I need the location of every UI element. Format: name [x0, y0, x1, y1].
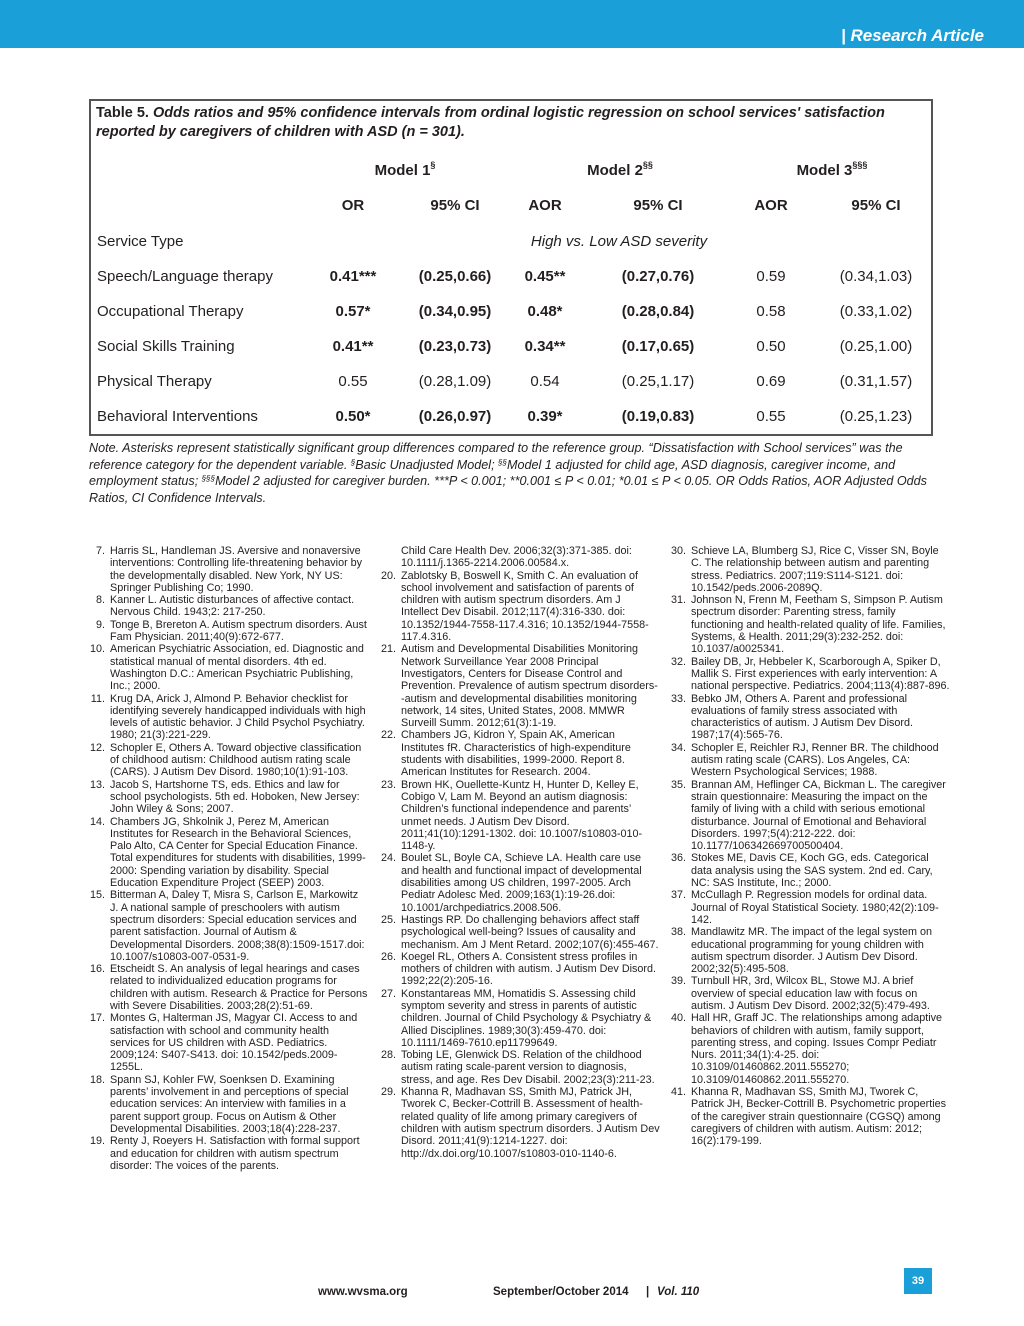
model-name: Model 1	[374, 162, 431, 179]
model-header-1	[375, 162, 436, 179]
reference-text: Jacob S, Hartshorne TS, eds. Ethics and law for school psychologists. 5th ed. Hoboken, New Jersey: John Wiley & Sons; 2007.	[110, 778, 360, 816]
reference-text: Schopler E, Others A. Toward objective classification of childhood autism: Childhood autism rating scale (CARS). J Autism Dev Disord. 1980;10(1):91-103.	[110, 741, 362, 779]
reference-category-label: High vs. Low ASD severity	[530, 233, 708, 250]
reference-text: Stokes ME, Davis CE, Koch GG, eds. Categorical data analysis using the SAS system. 2nd ed. Cary, NC: SAS Institute, Inc.; 2000.	[691, 852, 933, 890]
row-label: Speech/Language therapy	[97, 268, 273, 285]
page-number: 39	[904, 1268, 932, 1294]
reference-text: Bebko JM, Others A. Parent and professional evaluations of family stress associated with characteristics of autism. J Autism Dev Disord. 1987;17(4):565-76.	[691, 692, 914, 742]
table-cell: (0.25,1.23)	[839, 408, 913, 425]
reference-text: Johnson N, Frenn M, Feetham S, Simpson P. Autism spectrum disorder: Parenting stress, family functioning and health-related quality of life. Families, Systems, & Health. 2011;29(3):232-252. doi: 10.1037/a0025341.	[691, 594, 946, 656]
reference-number: 7.	[95, 545, 105, 557]
note-sup-2: §§	[498, 457, 508, 467]
reference-item	[670, 594, 950, 655]
note-text-2: Basic Unadjusted Model;	[355, 457, 499, 472]
reference-text: Hall HR, Graff JC. The relationships among adaptive behaviors of children with autism, family support, parenting stress, and coping. Issues Compr Pediatr Nurs. 2011;34(1):4-25. doi: 10.3109/01460862.2011.555270; 10.3109/01460862.2011.555270.	[691, 1012, 943, 1086]
reference-number: 28.	[380, 1049, 396, 1062]
reference-item	[380, 852, 660, 913]
reference-item	[89, 816, 369, 890]
table-cell: 0.58	[756, 303, 786, 320]
table-cell: 0.54	[530, 373, 560, 390]
model-name: Model 3	[796, 162, 853, 179]
column-header: 95% CI	[851, 197, 901, 214]
reference-text: Zablotsky B, Boswell K, Smith C. An evaluation of school involvement and satisfaction of parents of children with autism spectrum disorders. Am J Intellect Dev Disabil. 2012;117(4):316-330. doi: 10.1352/1944-7558-117.4.316; 10.1352/1944-7558-117.4.316.	[401, 569, 649, 644]
model-footnote-mark: §§§	[852, 160, 868, 170]
reference-number: 9.	[95, 618, 105, 631]
table-cell: 0.55	[338, 373, 368, 390]
reference-item	[89, 1012, 369, 1073]
reference-item	[89, 779, 369, 816]
reference-text: Khanna R, Madhavan SS, Smith MJ, Patrick JH, Tworek C, Becker-Cottrill B. Assessment of health-related quality of life among primary caregivers of children with autism spectrum disorders. J Autism Dev Disord. 2011;41(9):1214-1227. doi: http://dx.doi.org/10.1007/s10803-010-1140-6.	[401, 1086, 660, 1160]
table-cell: (0.26,0.97)	[418, 408, 492, 425]
reference-item	[380, 951, 660, 988]
row-label: Social Skills Training	[97, 338, 235, 355]
column-header: 95% CI	[430, 197, 480, 214]
reference-number: 27.	[380, 987, 396, 1000]
footer-separator: |	[646, 1286, 650, 1298]
caption-prefix: Table 5.	[96, 105, 153, 121]
reference-text: Harris SL, Handleman JS. Aversive and nonaversive interventions: Controlling life-threatening behavior by the developmentally disabled. New York, NY US: Springer Publishing Co; 1990.	[110, 545, 363, 594]
reference-number: 14.	[89, 815, 105, 828]
caption-title: Odds ratios and 95% confidence intervals from ordinal logistic regression on school services' satisfaction reported by caregivers of children with ASD (n = 301).	[96, 105, 885, 140]
reference-text: Montes G, Halterman JS, Magyar CI. Access to and satisfaction with school and community health services for US children with ASD. Pediatrics. 2009;124: S407-S413. doi: 10.1542/peds.2009-1255L.	[110, 1012, 358, 1074]
reference-text: Schopler E, Reichler RJ, Renner BR. The childhood autism rating scale (CARS). Los Angeles, CA: Western Psychological Services; 1988.	[691, 741, 939, 779]
column-header: 95% CI	[633, 197, 683, 214]
reference-number: 20.	[380, 569, 396, 582]
column-header: AOR	[528, 197, 562, 214]
reference-text: Chambers JG, Shkolnik J, Perez M, American Institutes for Research in the Behavioral Sciences, Palo Alto, CA Center for Special Education Finance. Total expenditures for students with disabilities, 1999-2000: Spending variation by disability. Special Education Expenditure Project (SEEP) 2003.	[110, 815, 366, 890]
reference-number: 21.	[380, 643, 396, 656]
row-label: Behavioral Interventions	[97, 408, 258, 425]
references-column-2	[380, 545, 660, 1160]
reference-number: 17.	[89, 1012, 105, 1025]
note-sup-3: §§§	[201, 474, 216, 483]
reference-text: Mandlawitz MR. The impact of the legal system on educational programming for young children with autism spectrum disorder. J Autism Dev Disord. 2002;32(5):495-508.	[691, 926, 933, 976]
reference-number: 8.	[95, 594, 105, 607]
reference-item	[89, 594, 369, 619]
reference-text: Chambers JG, Kidron Y, Spain AK, American Institutes fR. Characteristics of high-expenditure students with disabilities, 1999-2000. Report 8. American Institutes for Research. 2004.	[401, 729, 631, 779]
reference-item	[89, 545, 369, 594]
table-cell: 0.55	[756, 408, 786, 425]
reference-text: Boulet SL, Boyle CA, Schieve LA. Health care use and health and functional impact of developmental disabilities among US children, 1997-2005. Arch Pediatr Adolesc Med. 2009;163(1):19-26.doi: 10.1001/archpediatrics.2008.506.	[401, 852, 642, 914]
reference-number: 26.	[380, 950, 396, 963]
footer-website[interactable]: www.wvsma.org	[318, 1286, 408, 1298]
table-cell: (0.23,0.73)	[418, 338, 492, 355]
footer-issue: September/October 2014	[493, 1286, 629, 1298]
table-cell: 0.59	[756, 268, 786, 285]
reference-number: 38.	[670, 926, 686, 939]
reference-number: 15.	[89, 889, 105, 902]
reference-text: Tonge B, Brereton A. Autism spectrum disorders. Aust Fam Physician. 2011;40(9):672-677.	[110, 618, 367, 644]
table-cell: 0.50	[756, 338, 786, 355]
reference-text: Konstantareas MM, Homatidis S. Assessing child symptom severity and stress in parents of autistic children. Journal of Child Psychology & Psychiatry & Allied Disciplines. 1989;30(3):459-470. doi: 10.1111/1469-7610.ep11799649.	[401, 987, 652, 1049]
table-cell: 0.48*	[527, 303, 563, 320]
reference-text: Tobing LE, Glenwick DS. Relation of the childhood autism rating scale-parent version to diagnosis, stress, and age. Res Dev Disabil. 2002;23(3):211-23.	[401, 1049, 655, 1086]
table-cell: (0.34,0.95)	[418, 303, 492, 320]
reference-text: Child Care Health Dev. 2006;32(3):371-385. doi: 10.1111/j.1365-2214.2006.00584.x.	[401, 545, 632, 570]
table-cell: (0.25,0.66)	[418, 268, 492, 285]
reference-item	[670, 545, 950, 594]
reference-text: Renty J, Roeyers H. Satisfaction with formal support and education for children with autism spectrum disorder: The voices of the parents.	[110, 1135, 360, 1172]
reference-number: 11.	[90, 692, 105, 705]
reference-text: Bailey DB, Jr, Hebbeler K, Scarborough A, Spiker D, Mallik S. First experiences with early intervention: A national perspective. Pediatrics. 2004;113(4):887-896.	[691, 655, 950, 693]
reference-number: 40.	[670, 1012, 686, 1025]
reference-text: McCullagh P. Regression models for ordinal data. Journal of Royal Statistical Society. 1980;42(2):109-142.	[691, 889, 939, 926]
model-footnote-mark: §§	[642, 160, 653, 170]
reference-number: 24.	[380, 852, 396, 865]
table-cell: (0.25,1.00)	[839, 338, 913, 355]
column-header: AOR	[754, 197, 788, 214]
reference-item	[380, 1049, 660, 1086]
reference-number: 35.	[670, 778, 686, 791]
reference-text: Schieve LA, Blumberg SJ, Rice C, Visser SN, Boyle C. The relationship between autism and parenting stress. Pediatrics. 2007;119:S114-S121. doi: 10.1542/peds.2006-2089Q.	[691, 545, 939, 594]
service-type-label: Service Type	[97, 233, 184, 250]
note-sup-1: §	[350, 457, 356, 467]
reference-number: 16.	[89, 963, 105, 976]
reference-text: Khanna R, Madhavan SS, Smith MJ, Tworek C, Patrick JH, Becker-Cottrill B. Psychometric properties of the caregiver strain questionnaire (CGSQ) among caregivers of children with autism. Autism: 2012; 16(2):179-199.	[691, 1086, 946, 1148]
table-cell: (0.33,1.02)	[839, 303, 913, 320]
note-text-1: Note. Asterisks represent statistically significant group differences compared to the reference group. “Dissatisfaction with School services” was the reference category for the dependent variable.	[89, 441, 903, 472]
reference-number: 37.	[670, 889, 686, 902]
table-cell: (0.28,1.09)	[418, 373, 492, 390]
table-cell: 0.41**	[332, 338, 374, 355]
reference-item	[89, 742, 369, 779]
reference-item	[89, 693, 369, 742]
reference-item	[89, 619, 369, 644]
reference-number: 32.	[670, 655, 686, 668]
reference-item	[380, 1086, 660, 1160]
reference-item	[670, 779, 950, 853]
reference-item	[89, 1074, 369, 1135]
reference-number: 36.	[670, 852, 686, 865]
table-note	[89, 440, 939, 506]
reference-text: Brannan AM, Heflinger CA, Bickman L. The caregiver strain questionnaire: Measuring the impact on the family of living with a child with serious emotional disturbance. Journal of Emotional and Behavioral Disorders. 1997;5(4):212-222. doi: 10.1177/106342669700500404.	[691, 778, 946, 853]
reference-number: 19.	[89, 1135, 105, 1148]
reference-item	[670, 1086, 950, 1147]
reference-item	[670, 742, 950, 779]
note-text-4: Model 2 adjusted for caregiver burden. ***P < 0.001; **0.001 ≤ P < 0.01; *0.01 ≤ P < 0.05. OR Odds Ratios, AOR Adjusted Odds Ratios, CI Confidence Intervals.	[89, 474, 927, 505]
table-caption	[96, 104, 928, 142]
reference-item	[670, 693, 950, 742]
note-text-3: Model 1 adjusted for child age, ASD diagnosis, caregiver income, and employment status;	[89, 457, 896, 488]
reference-number: 30.	[670, 545, 686, 557]
references-column-1	[89, 545, 369, 1172]
column-header: OR	[341, 197, 365, 214]
reference-item	[380, 570, 660, 644]
reference-text: Autism and Developmental Disabilities Monitoring Network Surveillance Year 2008 Principal Investigators, Centers for Disease Control and Prevention. Prevalence of autism spectrum disorders--autism and developmental disabilities monitoring network, 14 sites, United States, 2008. MMWR Surveill Summ. 2012;61(3):1-19.	[401, 643, 658, 730]
reference-text: Turnbull HR, 3rd, Wilcox BL, Stowe MJ. A brief overview of special education law with focus on autism. J Autism Dev Disord. 2002;32(5):479-493.	[691, 975, 930, 1012]
reference-number: 12.	[89, 741, 105, 754]
reference-number: 22.	[380, 729, 396, 742]
reference-item	[670, 852, 950, 889]
reference-number: 41.	[670, 1086, 686, 1099]
row-label: Occupational Therapy	[97, 303, 244, 320]
model-header-3	[797, 162, 868, 179]
table-cell: (0.25,1.17)	[621, 373, 695, 390]
reference-item	[670, 926, 950, 975]
reference-item	[380, 914, 660, 951]
section-label: | Research Article	[840, 26, 984, 45]
reference-item	[89, 643, 369, 692]
reference-number: 34.	[670, 741, 686, 754]
table-cell: (0.19,0.83)	[621, 408, 695, 425]
table-cell: 0.34**	[524, 338, 566, 355]
reference-text: Koegel RL, Others A. Consistent stress profiles in mothers of children with autism. J Autism Dev Disord. 1992;22(2):205-16.	[401, 950, 657, 988]
reference-item	[380, 988, 660, 1049]
table-cell: 0.69	[756, 373, 786, 390]
reference-number: 13.	[89, 778, 105, 791]
model-header-2	[587, 162, 653, 179]
reference-text: Hastings RP. Do challenging behaviors affect staff psychological well-being? Issues of causality and mechanism. Am J Ment Retard. 2002;107(6):455-467.	[401, 913, 659, 951]
reference-number: 25.	[380, 913, 396, 926]
reference-text: Etscheidt S. An analysis of legal hearings and cases related to individualized education programs for children with autism. Research & Practice for Persons with Severe Disabilities. 2003;28(2):51-69.	[110, 963, 368, 1012]
reference-text: Spann SJ, Kohler FW, Soenksen D. Examining parents’ involvement in and perceptions of special education services: An interview with families in a parent support group. Focus on Autism & Other Developmental Disabilities. 2003;18(4):228-237.	[110, 1073, 349, 1135]
table-cell: (0.28,0.84)	[621, 303, 695, 320]
reference-item	[670, 975, 950, 1012]
reference-item	[670, 656, 950, 693]
reference-text: Bitterman A, Daley T, Misra S, Carlson E, Markowitz J. A national sample of preschoolers with autism spectrum disorders: Special education services and parent satisfaction. Journal of Autism & Developmental Disorders. 2008;38(8):1509-1517.doi: 10.1007/s10803-007-0531-9.	[110, 889, 365, 963]
reference-item	[89, 1135, 369, 1172]
row-label: Physical Therapy	[97, 373, 212, 390]
reference-number: 10.	[89, 643, 105, 656]
reference-text: American Psychiatric Association, ed. Diagnostic and statistical manual of mental disorders. 4th ed. Washington D.C.: American Psychiatric Publishing, Inc.; 2000.	[110, 643, 364, 693]
table-cell: 0.57*	[335, 303, 371, 320]
reference-item	[380, 545, 660, 570]
reference-item	[380, 729, 660, 778]
reference-number: 33.	[670, 692, 686, 705]
table-cell: 0.45**	[524, 268, 566, 285]
table-cell: 0.50*	[335, 408, 371, 425]
reference-text: Kanner L. Autistic disturbances of affective contact. Nervous Child. 1943;2: 217-250.	[110, 594, 355, 619]
model-name: Model 2	[587, 162, 643, 179]
reference-number: 23.	[380, 778, 396, 791]
reference-item	[670, 889, 950, 926]
references-column-3	[670, 545, 950, 1148]
reference-text: Krug DA, Arick J, Almond P. Behavior checklist for identifying severely handicapped individuals with high levels of autistic behavior. J Child Psychol Psychiatry. 1980; 21(3):221-229.	[110, 692, 366, 742]
table-cell: (0.31,1.57)	[839, 373, 913, 390]
reference-number: 29.	[380, 1086, 396, 1099]
table-cell: (0.27,0.76)	[621, 268, 695, 285]
reference-item	[89, 963, 369, 1012]
reference-item	[380, 779, 660, 853]
footer-volume: Vol. 110	[657, 1286, 700, 1298]
table-cell: (0.34,1.03)	[839, 268, 913, 285]
reference-item	[670, 1012, 950, 1086]
table-cell: 0.39*	[527, 408, 563, 425]
reference-item	[89, 889, 369, 963]
table-cell: 0.41***	[329, 268, 377, 285]
model-footnote-mark: §	[430, 160, 436, 170]
reference-text: Brown HK, Ouellette-Kuntz H, Hunter D, Kelley E, Cobigo V, Lam M. Beyond an autism diagnosis: Children’s functional independence and parents’ unmet needs. J Autism Dev Disord. 2011;41(10):1291-1302. doi: 10.1007/s10803-010-1148-y.	[401, 778, 643, 853]
journal-header-bar	[0, 0, 1024, 48]
reference-item	[380, 643, 660, 729]
table-cell: (0.17,0.65)	[621, 338, 695, 355]
reference-number: 39.	[670, 975, 686, 988]
reference-number: 31.	[670, 594, 686, 607]
reference-number: 18.	[89, 1073, 105, 1086]
